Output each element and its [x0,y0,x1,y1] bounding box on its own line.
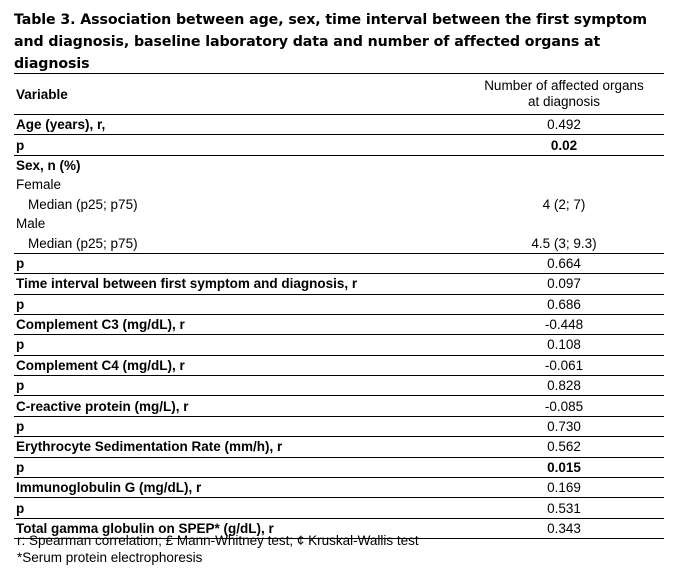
row-value: 0.108 [464,335,664,355]
row-label: Sex, n (%) [16,157,81,173]
table-row [14,294,664,314]
row-label: p [14,416,464,436]
row-value: 4 (2; 7) [542,196,586,212]
row-label: Immunoglobulin G (mg/dL), r [14,478,464,498]
row-value: 0.02 [464,135,664,155]
row-value: 4.5 (3; 9.3) [464,233,664,253]
results-table [14,73,664,539]
table-row [14,233,664,253]
footnote-spep: *Serum protein electrophoresis [17,550,203,565]
table-row [14,457,664,477]
row-label: C-reactive protein (mg/L), r [14,396,464,416]
row-value: 0.097 [464,274,664,294]
row-value: 0.492 [464,115,664,135]
table-row [14,355,664,375]
table-row [14,478,664,498]
row-value: -0.085 [464,396,664,416]
table-row [14,437,664,457]
row-value: 0.169 [464,478,664,498]
table-row [14,416,664,436]
row-label: Median (p25; p75) [14,233,464,253]
row-label: Complement C3 (mg/dL), r [14,314,464,334]
table-row [14,376,664,396]
row-value: 0.343 [464,518,664,538]
row-label: Age (years), r, [14,115,464,135]
footnotes [17,532,419,566]
row-value: 0.531 [464,498,664,518]
row-value: 0.828 [464,376,664,396]
row-value [464,214,664,233]
row-value: 0.686 [464,294,664,314]
row-label: Total gamma globulin on SPEP* (g/dL), r [14,518,464,538]
row-value: 0.562 [464,437,664,457]
table-row [14,253,664,273]
row-label: Female [16,177,62,193]
row-label: p [14,335,464,355]
table-row [14,498,664,518]
table-row [14,155,664,175]
table-row [14,135,664,155]
row-label: Erythrocyte Sedimentation Rate (mm/h), r [14,437,464,457]
row-value: 0.015 [464,457,664,477]
table-row [14,175,664,194]
table-header-row [14,74,664,115]
row-label: p [14,294,464,314]
row-value [464,175,664,194]
table-row [14,274,664,294]
row-value [464,155,664,175]
table-row [14,195,664,214]
affected-organs-header-line2: at diagnosis [527,94,601,109]
footnote-statistics: r: Spearman correlation; £ Mann-Whitney test; ¢ Kruskal-Wallis test [17,533,419,548]
variable-header: Variable [14,74,464,115]
affected-organs-header [464,74,664,115]
row-label: p [14,457,464,477]
row-label: p [14,135,464,155]
table-row [14,396,664,416]
row-value: -0.061 [464,355,664,375]
row-label: p [14,376,464,396]
row-label: Male [16,216,46,232]
table-row [14,115,664,135]
row-label: Complement C4 (mg/dL), r [14,355,464,375]
table-title: Table 3. Association between age, sex, time interval between the first symptom and diagnosis, baseline laboratory data and number of affected organs at diagnosis [14,12,647,72]
row-label: p [14,498,464,518]
table-row [14,214,664,233]
row-label: Median (p25; p75) [28,196,138,212]
affected-organs-header-line1: Number of affected organs [484,78,644,93]
row-value: 0.664 [464,253,664,273]
row-label: p [14,253,464,273]
table-row [14,314,664,334]
row-value: -0.448 [464,314,664,334]
table-row [14,335,664,355]
row-value: 0.730 [464,416,664,436]
row-label: Time interval between first symptom and diagnosis, r [14,274,464,294]
